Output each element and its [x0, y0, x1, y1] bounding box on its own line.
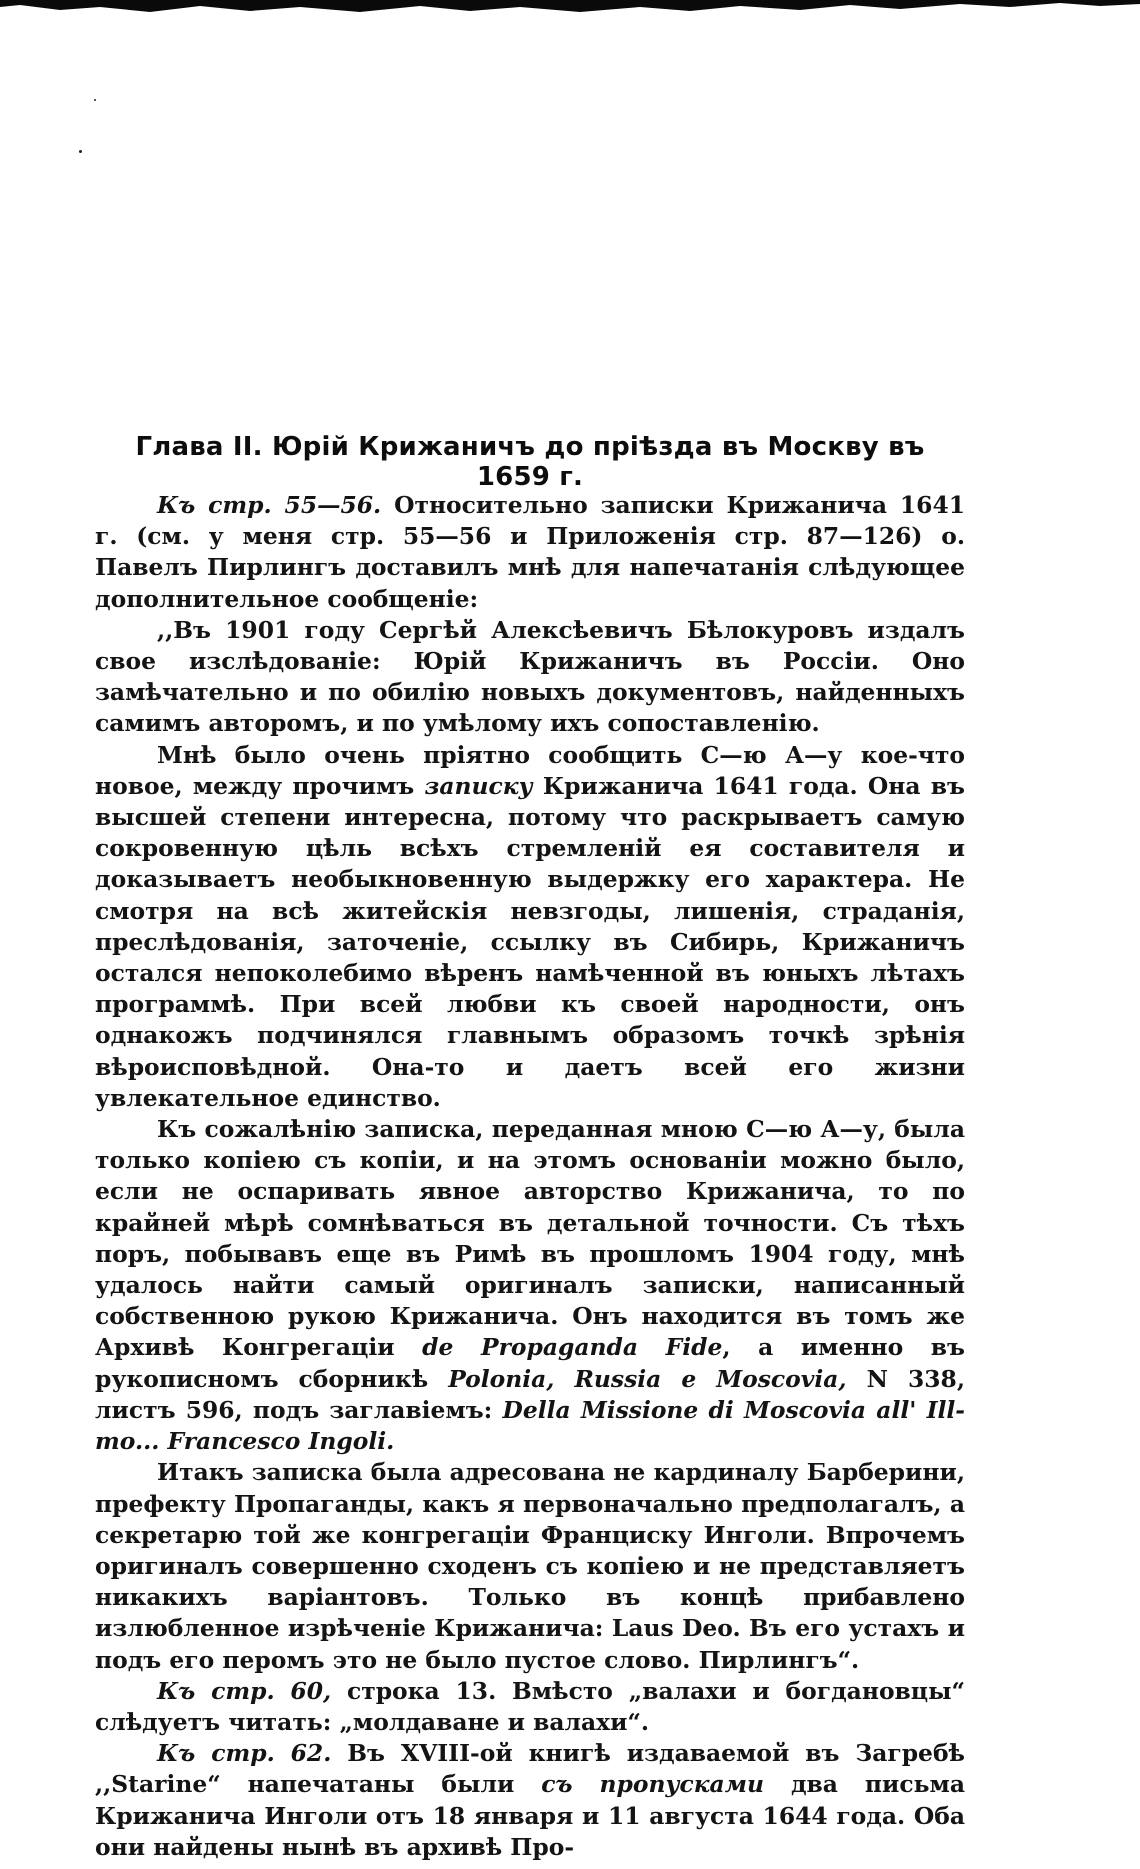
scan-edge	[0, 0, 1140, 16]
paragraph: Итакъ записка была адресована не кардиналу Барберини, префекту Пропаганды, какъ я первоначально предполагалъ, а секретарю той же конгрегаціи Франциску Инголи. Впрочемъ оригиналъ совершенно сходенъ съ копіею и не представляетъ никакихъ варіантовъ. Только въ концѣ прибавлено излюбленное изрѣченіе Крижанича: Laus Deo. Въ его устахъ и подъ его перомъ это не было пустое слово. Пирлингъ“.	[95, 1458, 965, 1674]
scan-speck	[79, 150, 82, 153]
paragraph: Мнѣ было очень пріятно сообщить С—ю А—у кое-что новое, между прочимъ записку Крижанича 1641 года. Она въ высшей степени интересна, потому что раскрываетъ самую сокровенную цѣль всѣхъ стремленій ея составителя и доказываетъ необыкновенную выдержку его характера. Не смотря на всѣ житейскія невзгоды, лишенія, страданія, преслѣдованія, заточеніе, ссылку въ Сибирь, Крижаничъ остался непоколебимо вѣренъ намѣченной въ юныхъ лѣтахъ программѣ. При всей любви къ своей народности, онъ однакожъ подчинялся главнымъ образомъ точкѣ зрѣнія вѣроисповѣдной. Она-то и даетъ всей его жизни увлекательное единство.	[95, 740, 965, 1112]
paragraph: Къ стр. 60, строка 13. Вмѣсто „валахи и богдановцы“ слѣдуетъ читать: „молдаване и валахи“.	[95, 1676, 965, 1736]
page-reference: Къ стр. 60,	[157, 1676, 332, 1705]
page-reference: Къ стр. 62.	[157, 1739, 332, 1768]
page-body	[95, 490, 965, 1863]
paragraph: Къ стр. 55—56. Относительно записки Крижанича 1641 г. (см. у меня стр. 55—56 и Приложенія стр. 87—126) о. Павелъ Пирлингъ доставилъ мнѣ для напечатанія слѣдующее дополнительное сообщеніе:	[95, 491, 966, 613]
paragraph: ,,Въ 1901 году Сергѣй Алексѣевичъ Бѣлокуровъ издалъ свое изслѣдованіе: Юрій Крижаничъ въ Россіи. Оно замѣчательно и по обилію новыхъ документовъ, найденныхъ самимъ авторомъ, и по умѣлому ихъ сопоставленію.	[95, 615, 965, 738]
paragraph: Къ сожалѣнію записка, переданная мною С—ю А—у, была только копіею съ копіи, и на этомъ основаніи можно было, если не оспаривать явное авторство Крижанича, то по крайней мѣрѣ сомнѣваться въ детальной точности. Съ тѣхъ поръ, побывавъ еще въ Римѣ въ прошломъ 1904 году, мнѣ удалось найти самый оригиналъ записки, написанный собственною рукою Крижанича. Онъ находится въ томъ же Архивѣ Конгрегаціи de Propaganda Fide, а именно въ рукописномъ сборникѣ Polonia, Russia e Moscovia, N 338, листъ 596, подъ заглавіемъ: Della Missione di Moscovia all' Ill-mo... Francesco Ingoli.	[95, 1115, 966, 1456]
chapter-heading: Глава II. Юрій Крижаничъ до пріѣзда въ Москву въ 1659 г.	[135, 432, 925, 492]
scan-speck	[94, 99, 96, 101]
page-reference: Къ стр. 55—56.	[157, 491, 382, 519]
paragraph: Къ стр. 62. Въ XVIII-ой книгѣ издаваемой въ Загребѣ ,,Starine“ напечатаны были съ пропусками два письма Крижанича Инголи отъ 18 января и 11 августа 1644 года. Оба они найдены нынѣ въ архивѣ Про-	[95, 1739, 965, 1861]
